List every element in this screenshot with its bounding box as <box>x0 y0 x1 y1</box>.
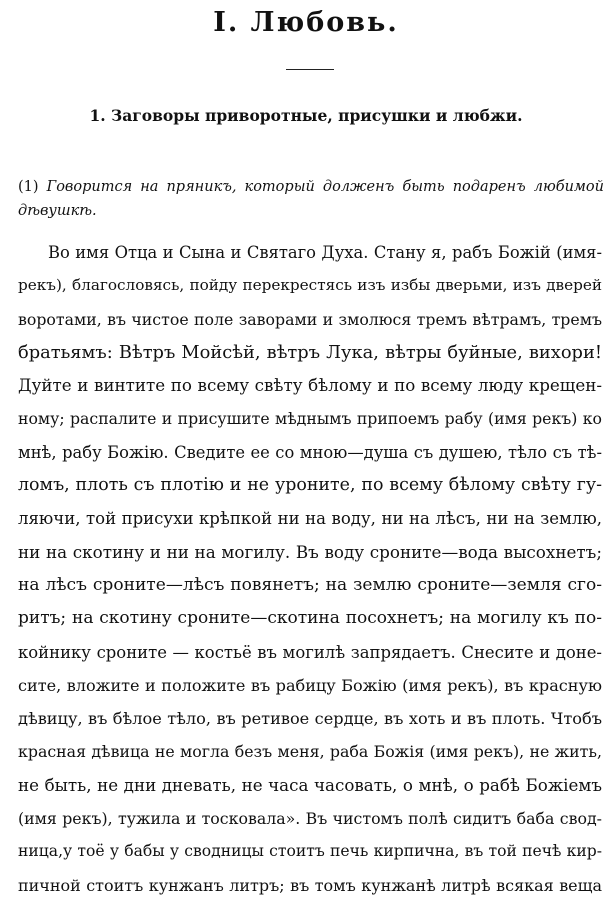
text-line: не быть, не дни дневать, не часа часовать, о мнѣ, о рабѣ Божіемъ <box>18 775 602 795</box>
text-line: братьямъ: Вѣтръ Мойсѣй, вѣтръ Лука, вѣтры буйные, вихори! <box>18 341 602 363</box>
text-line: ритъ; на скотину сроните—скотина посохнетъ; на могилу къ по- <box>18 608 602 629</box>
text-line: Во имя Отца и Сына и Святаго Духа. Стану я, рабъ Божій (имя- <box>48 243 602 262</box>
text-line: пичной стоитъ кунжанъ литръ; въ томъ кунжанѣ литрѣ всякая веща <box>18 875 602 895</box>
text-line: ни на скотину и ни на могилу. Въ воду сроните—вода высохнетъ; <box>18 541 602 562</box>
text-line: рекъ), благословясь, пойду перекрестясь изъ избы дверьми, изъ дверей <box>18 276 602 295</box>
text-line: дѣвицу, въ бѣлое тѣло, въ ретивое сердце, въ хоть и въ плоть. Чтобъ <box>18 709 602 729</box>
text-line: на лѣсъ сроните—лѣсъ повянетъ; на землю сроните—земля сго- <box>18 574 602 595</box>
text-line: мнѣ, рабу Божію. Сведите ее со мною—душа съ душею, тѣло съ тѣ- <box>18 442 602 462</box>
text-line: (имя рекъ), тужила и тосковала». Въ чистомъ полѣ сидитъ баба свод- <box>18 809 602 829</box>
title-divider <box>286 69 334 70</box>
note-number: (1) <box>18 179 39 195</box>
text-line: сите, вложите и положите въ рабицу Божію (имя рекъ), въ красную <box>18 675 602 695</box>
text-line: койнику сроните — костьё въ могилѣ запрядаетъ. Снесите и доне- <box>18 642 602 662</box>
text-line: Дуйте и винтите по всему свѣту бѣлому и по всему люду крещен- <box>18 375 602 396</box>
text-line: ляючи, той присухи крѣпкой ни на воду, ни на лѣсъ, ни на землю, <box>18 509 602 529</box>
chapter-title: I. Любовь. <box>213 7 399 38</box>
text-line: ница,у тоё у бабы у сводницы стоитъ печь кирпична, въ той печѣ кир- <box>18 842 602 861</box>
text-line: ному; распалите и присушите мѣднымъ припоемъ рабу (имя рекъ) ко <box>18 409 602 429</box>
incantation-text <box>18 236 602 902</box>
note-text: Говорится на пряникъ, который долженъ быть подаренъ любимой дѣвушкѣ. <box>18 179 604 219</box>
text-line: воротами, въ чистое поле заворами и змолюся тремъ вѣтрамъ, тремъ <box>18 309 602 329</box>
introductory-note <box>18 175 604 223</box>
text-line: ломъ, плоть съ плотію и не уроните, по всему бѣлому свѣту гу- <box>18 475 602 496</box>
section-title: 1. Заговоры приворотные, присушки и любжи. <box>89 106 523 125</box>
text-line: красная дѣвица не могла безъ меня, раба Божія (имя рекъ), не жить, <box>18 742 602 762</box>
